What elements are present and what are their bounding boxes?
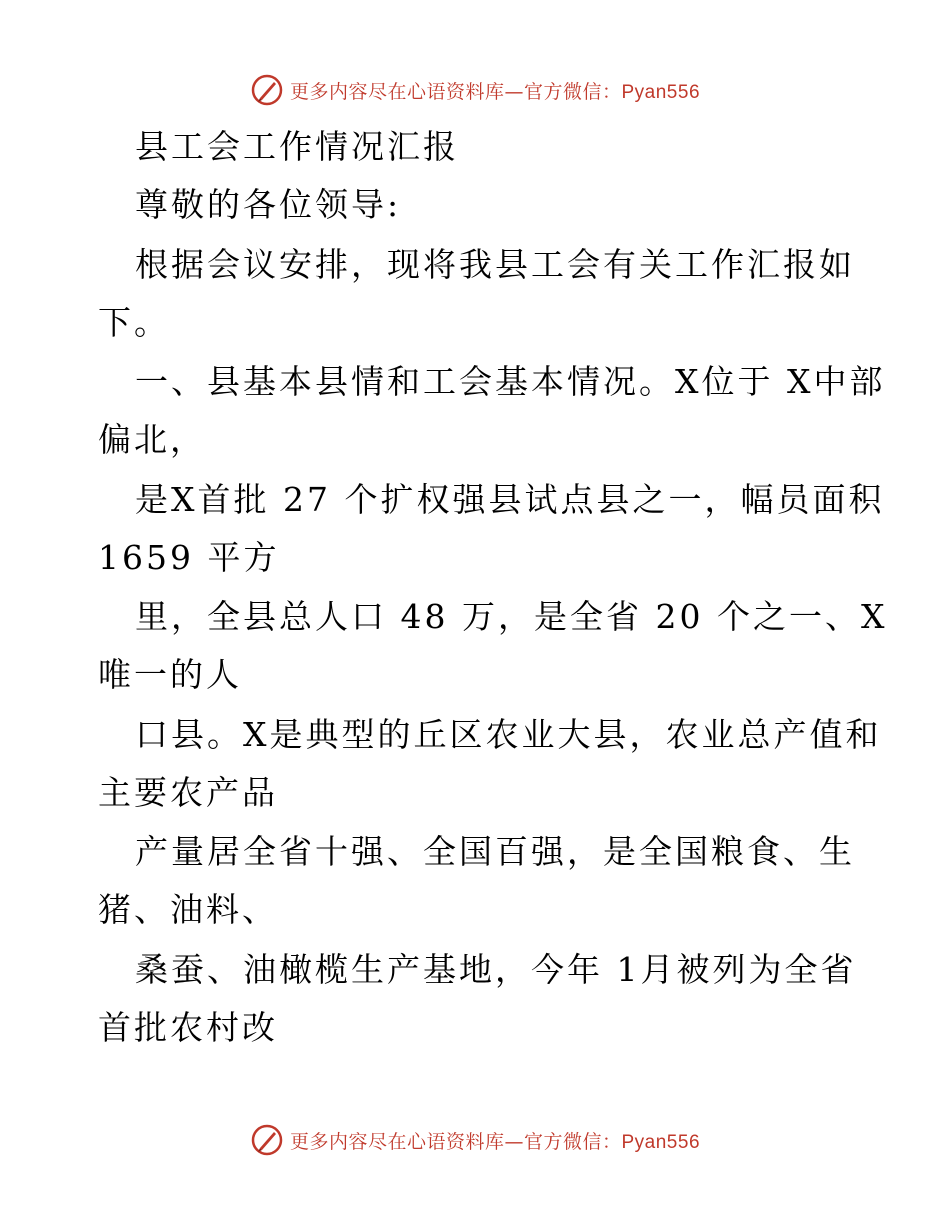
watermark-text: 更多内容尽在心语资料库—官方微信：Pyan556 <box>289 80 701 103</box>
body-line: 下。 <box>98 303 170 342</box>
document-title: 县工会工作情况汇报 <box>135 127 459 166</box>
watermark-account: Pyan556 <box>621 81 701 103</box>
body-line: 里，全县总人口 48 万，是全省 20 个之一、X <box>135 597 888 636</box>
quill-pen-logo-icon <box>250 1123 284 1157</box>
body-line: 口县。X是典型的丘区农业大县，农业总产值和 <box>135 715 882 754</box>
body-line: 唯一的人 <box>98 655 242 694</box>
footer-watermark <box>0 1120 950 1160</box>
body-line: 产量居全省十强、全国百强，是全国粮食、生 <box>135 832 855 871</box>
body-line: 是X首批 27 个扩权强县试点县之一，幅员面积 <box>135 480 885 519</box>
body-line: 1659 平方 <box>98 538 280 577</box>
body-line: 桑蚕、油橄榄生产基地，今年 1月被列为全省 <box>135 950 857 989</box>
body-line: 一、县基本县情和工会基本情况。X位于 X中部 <box>135 362 886 401</box>
body-line: 主要农产品 <box>98 773 278 812</box>
watermark-account: Pyan556 <box>621 1131 701 1153</box>
watermark-text: 更多内容尽在心语资料库—官方微信：Pyan556 <box>289 1130 701 1153</box>
body-line: 猪、油料、 <box>98 890 278 929</box>
body-line: 根据会议安排，现将我县工会有关工作汇报如 <box>135 245 855 284</box>
body-line: 偏北， <box>98 420 206 459</box>
salutation: 尊敬的各位领导: <box>135 185 402 224</box>
body-line: 首批农村改 <box>98 1008 278 1047</box>
